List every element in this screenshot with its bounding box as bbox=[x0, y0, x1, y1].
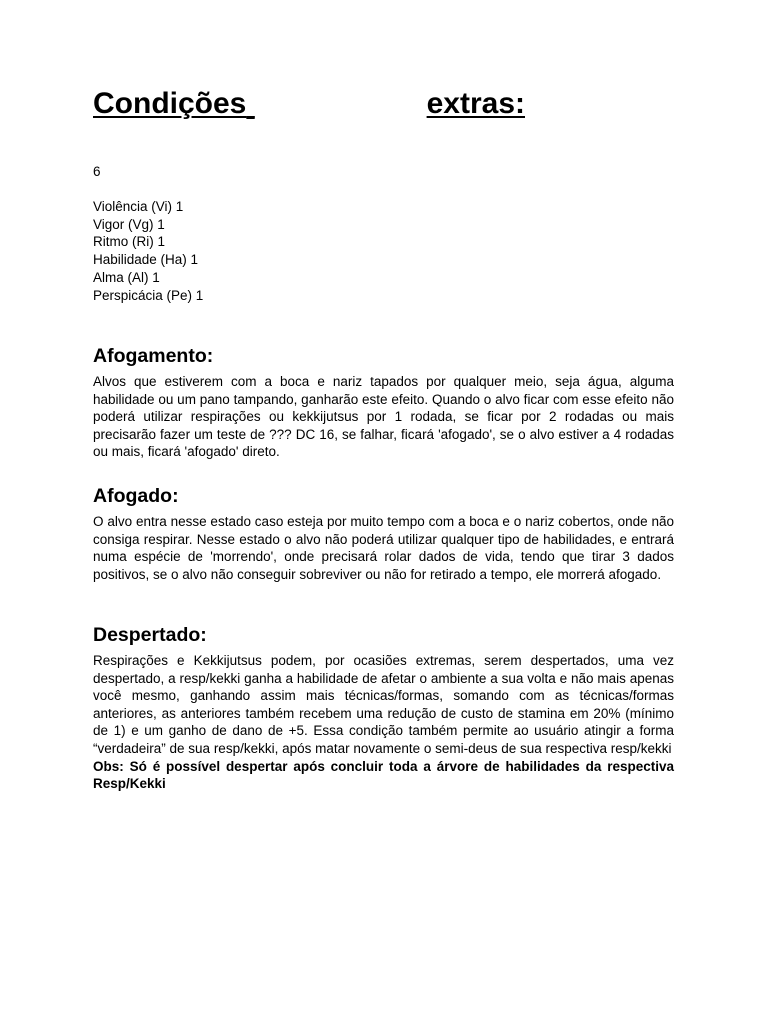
stats-list bbox=[93, 198, 203, 304]
stat-ritmo: Ritmo (Ri) 1 bbox=[93, 234, 166, 250]
page-title-word-1: Condições bbox=[93, 87, 247, 120]
section-heading-afogado: Afogado: bbox=[93, 485, 179, 507]
stat-perspicacia: Perspicácia (Pe) 1 bbox=[93, 287, 204, 303]
page-title-underline-gap bbox=[246, 86, 426, 122]
section-afogado bbox=[93, 484, 674, 583]
section-body-afogamento: Alvos que estiverem com a boca e nariz tapados por qualquer meio, seja água, alguma habilidade ou um pano tampando, ganharão este efeito. Quando o alvo ficar com esse efeito não poderá utilizar respirações ou kekkijutsus por 1 rodada, se ficar por 2 rodadas ou mais precisarão fazer um teste de ??? DC 16, se falhar, ficará 'afogado', se o alvo estiver a 4 rodadas ou mais, ficará 'afogado' direto. bbox=[93, 374, 674, 460]
section-afogamento bbox=[93, 344, 674, 461]
section-body-despertado: Respirações e Kekkijutsus podem, por ocasiões extremas, serem despertados, uma vez despertado, a resp/kekki ganha a habilidade de afetar o ambiente a sua volta e não mais apenas você mesmo, ganhando assim mais técnicas/formas, somando com as técnicas/formas anteriores, as anteriores também recebem uma redução de custo de stamina em 20% (mínimo de 1) e um ganho de dano de +5. Essa condição também permite ao usuário atingir a forma “verdadeira” de sua resp/kekki, após matar novamente o semi-deus de sua respectiva resp/kekki bbox=[93, 653, 674, 756]
stat-habilidade: Habilidade (Ha) 1 bbox=[93, 252, 199, 268]
stat-alma: Alma (Al) 1 bbox=[93, 269, 160, 285]
stat-violencia: Violência (Vi) 1 bbox=[93, 199, 184, 214]
page-title bbox=[93, 86, 525, 122]
section-note-despertado: Obs: Só é possível despertar após concluir toda a árvore de habilidades da respectiva Resp/Kekki bbox=[93, 758, 674, 792]
section-despertado bbox=[93, 623, 674, 793]
section-heading-despertado: Despertado: bbox=[93, 624, 207, 646]
section-heading-afogamento: Afogamento: bbox=[93, 345, 214, 367]
page-title-word-2: extras: bbox=[426, 87, 525, 120]
stat-number: 6 bbox=[93, 164, 101, 179]
section-body-afogado: O alvo entra nesse estado caso esteja por muito tempo com a boca e o nariz cobertos, onde não consiga respirar. Nesse estado o alvo não poderá utilizar qualquer tipo de habilidades, e entrará numa espécie de 'morrendo', onde precisará rolar dados de vida, tendo que tirar 3 dados positivos, se o alvo não conseguir sobreviver ou não for retirado a tempo, ele morrerá afogado. bbox=[93, 514, 674, 582]
stat-vigor: Vigor (Vg) 1 bbox=[93, 216, 165, 232]
